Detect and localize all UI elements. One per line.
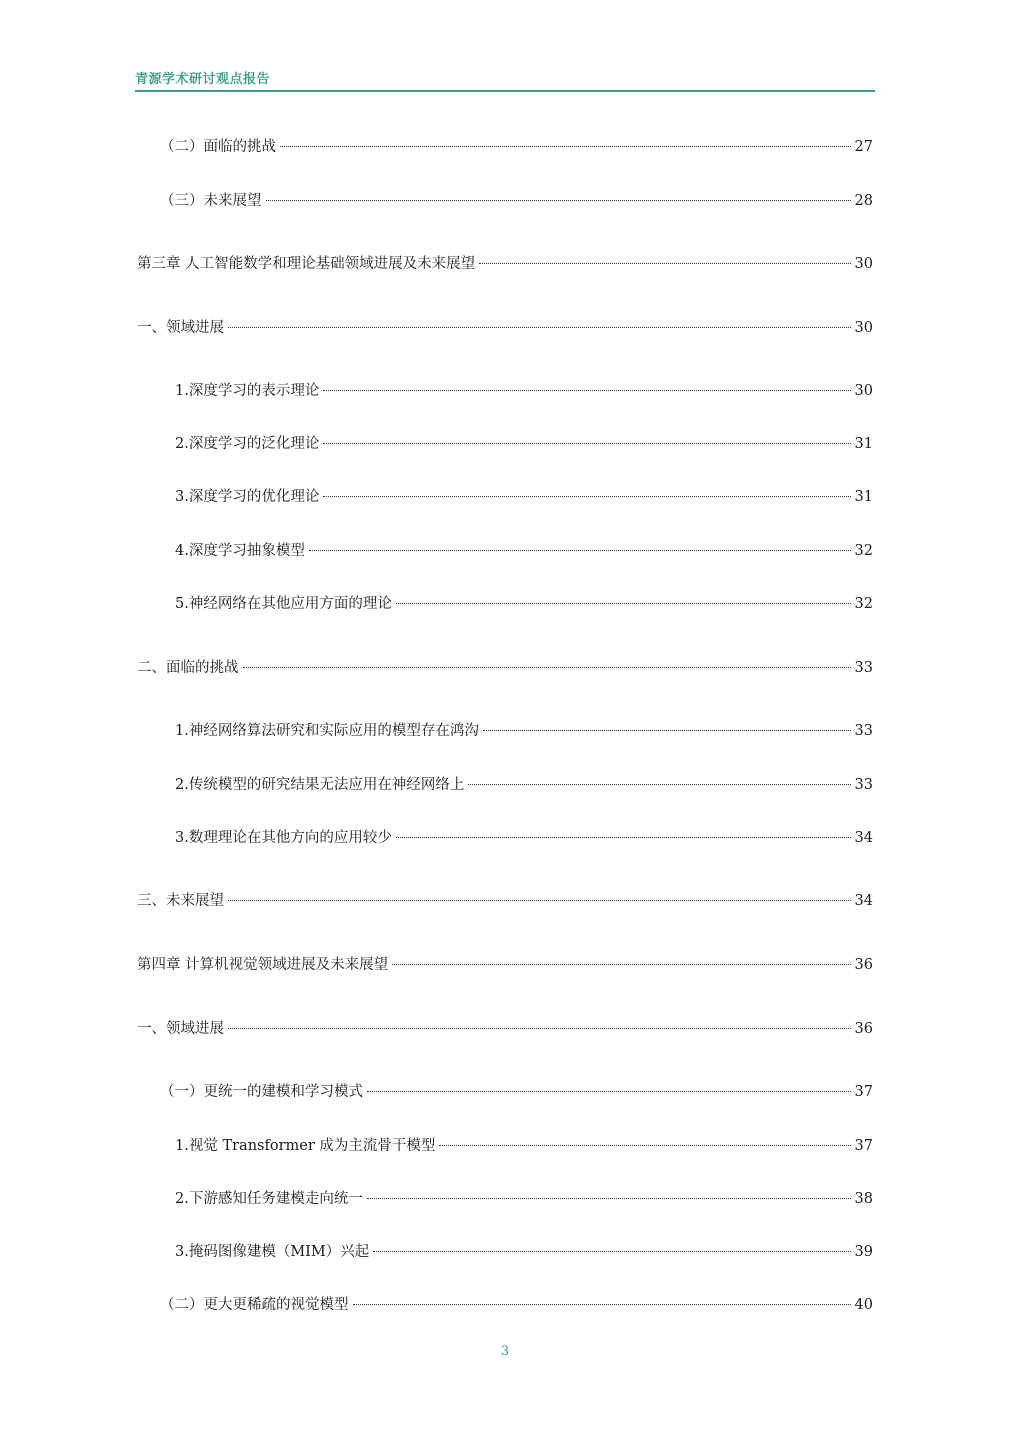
toc-entry[interactable] bbox=[175, 1189, 873, 1209]
dot-leader bbox=[228, 900, 851, 901]
toc-entry[interactable] bbox=[137, 254, 873, 274]
header-title: 青源学术研讨观点报告 bbox=[135, 72, 271, 87]
toc-entry-page-number: 36 bbox=[854, 1021, 873, 1037]
toc-entry-page-number: 37 bbox=[854, 1138, 873, 1154]
toc-entry[interactable] bbox=[175, 594, 873, 614]
dot-leader bbox=[468, 784, 850, 785]
toc-entry-page-number: 36 bbox=[854, 957, 873, 973]
toc-entry[interactable] bbox=[175, 1136, 873, 1156]
page-number: 3 bbox=[500, 1344, 510, 1359]
toc-entry-page-number: 30 bbox=[854, 256, 873, 272]
toc-entry-title: 1.视觉 Transformer 成为主流骨干模型 bbox=[175, 1138, 436, 1154]
toc-entry-page-number: 27 bbox=[854, 139, 873, 155]
dot-leader bbox=[309, 550, 851, 551]
toc-entry[interactable] bbox=[137, 658, 873, 678]
dot-leader bbox=[373, 1251, 850, 1252]
dot-leader bbox=[353, 1304, 851, 1305]
toc-entry[interactable] bbox=[160, 191, 873, 211]
toc-entry-page-number: 32 bbox=[854, 596, 873, 612]
toc-entry-title: 第四章 计算机视觉领域进展及未来展望 bbox=[137, 957, 389, 973]
toc-entry-page-number: 38 bbox=[854, 1191, 873, 1207]
toc-entry-title: 2.传统模型的研究结果无法应用在神经网络上 bbox=[175, 777, 465, 793]
toc-entry-page-number: 31 bbox=[854, 489, 873, 505]
toc-entry[interactable] bbox=[175, 828, 873, 848]
dot-leader bbox=[367, 1198, 851, 1199]
toc-entry-page-number: 31 bbox=[854, 436, 873, 452]
toc-entry[interactable] bbox=[137, 891, 873, 911]
toc-entry-title: （二）更大更稀疏的视觉模型 bbox=[160, 1297, 349, 1313]
dot-leader bbox=[479, 263, 850, 264]
toc-entry-title: （三）未来展望 bbox=[160, 193, 262, 209]
toc-entry-page-number: 40 bbox=[854, 1297, 873, 1313]
toc-entry-title: 3.深度学习的优化理论 bbox=[175, 489, 320, 505]
toc-entry-title: 2.下游感知任务建模走向统一 bbox=[175, 1191, 363, 1207]
toc-entry[interactable] bbox=[160, 1295, 873, 1315]
dot-leader bbox=[439, 1145, 850, 1146]
dot-leader bbox=[323, 390, 850, 391]
toc-entry-title: 5.神经网络在其他应用方面的理论 bbox=[175, 596, 392, 612]
toc-entry-title: 一、领域进展 bbox=[137, 1021, 224, 1037]
toc-entry-title: 1.深度学习的表示理论 bbox=[175, 383, 320, 399]
toc-entry[interactable] bbox=[175, 487, 873, 507]
toc-entry[interactable] bbox=[175, 541, 873, 561]
dot-leader bbox=[396, 837, 851, 838]
toc-entry-page-number: 34 bbox=[854, 830, 873, 846]
dot-leader bbox=[243, 667, 851, 668]
toc-entry-page-number: 32 bbox=[854, 543, 873, 559]
toc-entry-page-number: 30 bbox=[854, 383, 873, 399]
toc-entry-page-number: 33 bbox=[854, 660, 873, 676]
toc-entry[interactable] bbox=[137, 318, 873, 338]
toc-entry-title: 3.数理理论在其他方向的应用较少 bbox=[175, 830, 392, 846]
toc-entry-title: 三、未来展望 bbox=[137, 893, 224, 909]
dot-leader bbox=[392, 964, 850, 965]
toc-entry-page-number: 28 bbox=[854, 193, 873, 209]
toc-entry-page-number: 39 bbox=[854, 1244, 873, 1260]
dot-leader bbox=[323, 496, 850, 497]
dot-leader bbox=[280, 146, 851, 147]
toc-entry-title: 二、面临的挑战 bbox=[137, 660, 239, 676]
toc-entry[interactable] bbox=[160, 137, 873, 157]
toc-entry-title: 一、领域进展 bbox=[137, 320, 224, 336]
toc-entry[interactable] bbox=[175, 434, 873, 454]
toc-entry-title: 2.深度学习的泛化理论 bbox=[175, 436, 320, 452]
toc-entry-page-number: 37 bbox=[854, 1084, 873, 1100]
dot-leader bbox=[228, 327, 851, 328]
toc-entry-title: 4.深度学习抽象模型 bbox=[175, 543, 305, 559]
dot-leader bbox=[266, 200, 851, 201]
toc-entry-page-number: 30 bbox=[854, 320, 873, 336]
toc-entry[interactable] bbox=[175, 381, 873, 401]
toc-entry[interactable] bbox=[175, 775, 873, 795]
dot-leader bbox=[228, 1028, 851, 1029]
dot-leader bbox=[396, 603, 851, 604]
dot-leader bbox=[483, 730, 851, 731]
toc-entry-title: 1.神经网络算法研究和实际应用的模型存在鸿沟 bbox=[175, 723, 479, 739]
toc-entry[interactable] bbox=[175, 721, 873, 741]
dot-leader bbox=[367, 1091, 851, 1092]
dot-leader bbox=[323, 443, 850, 444]
toc-entry[interactable] bbox=[137, 955, 873, 975]
toc-entry[interactable] bbox=[175, 1242, 873, 1262]
toc-entry[interactable] bbox=[160, 1082, 873, 1102]
toc-entry-page-number: 33 bbox=[854, 777, 873, 793]
toc-entry-page-number: 33 bbox=[854, 723, 873, 739]
toc-entry-title: （二）面临的挑战 bbox=[160, 139, 276, 155]
toc-entry-page-number: 34 bbox=[854, 893, 873, 909]
toc-entry-title: （一）更统一的建模和学习模式 bbox=[160, 1084, 363, 1100]
toc-entry[interactable] bbox=[137, 1019, 873, 1039]
toc-entry-title: 3.掩码图像建模（MIM）兴起 bbox=[175, 1244, 370, 1260]
toc-entry-title: 第三章 人工智能数学和理论基础领域进展及未来展望 bbox=[137, 256, 476, 272]
